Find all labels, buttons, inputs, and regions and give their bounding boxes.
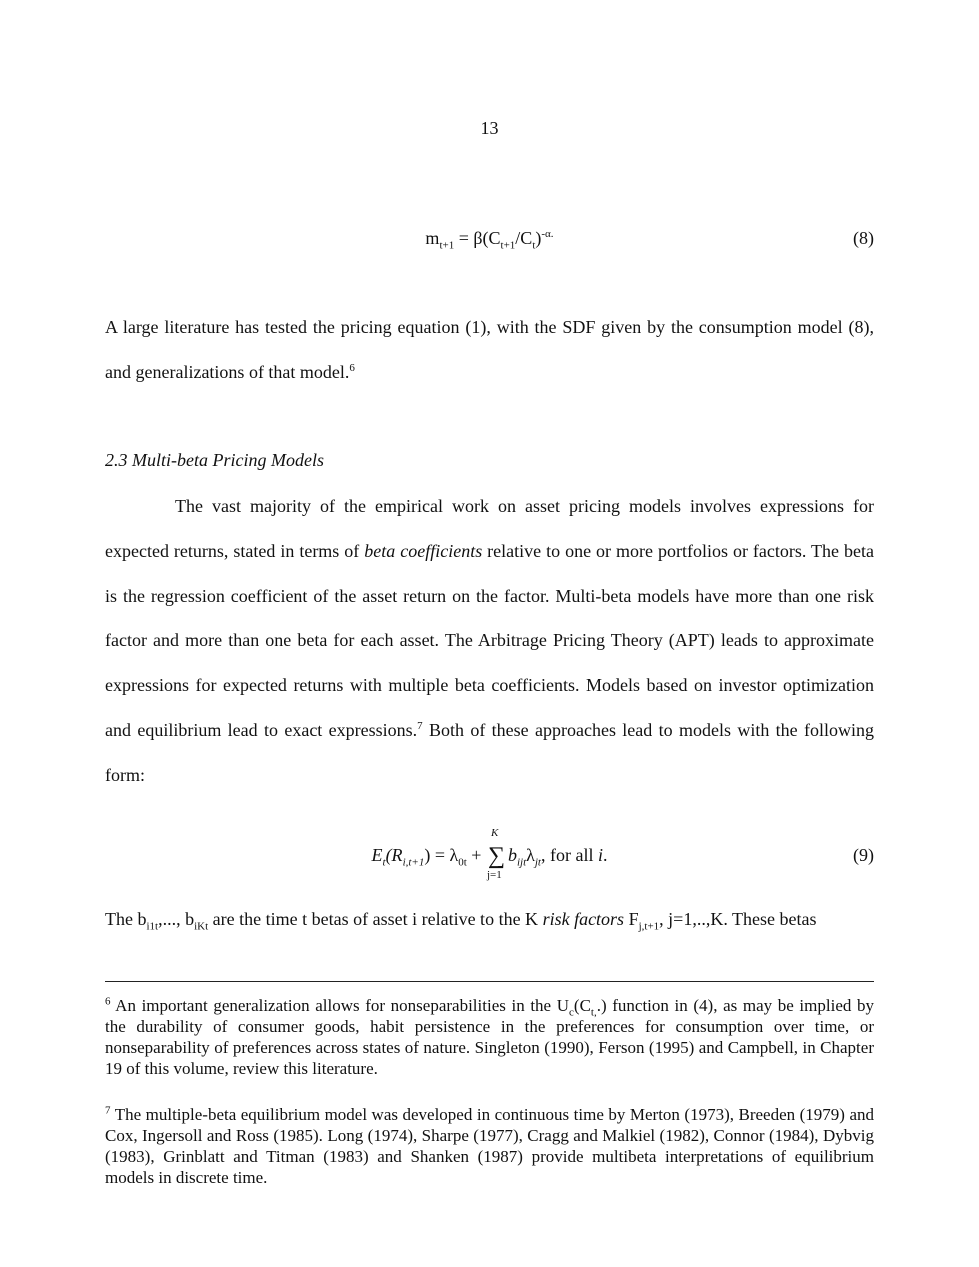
paragraph-consumption-model: A large literature has tested the pricing equation (1), with the SDF given by the consumption model (8), and generalizations of that model.$^6$ [105,317,874,382]
paragraph-betas: The $b_{i1t}$,..., $b_{iKt}$ are the time t betas of asset i relative to the K risk factors $F_{j,t+1}$, j=1,..,K. These betas [105,909,817,933]
equation-9-body: $E_t(R_{i,t+1}) = \lambda_{0t}$ + K ∑ j=1 $b_{ijt}\lambda_{jt}$, for all i. [371,826,608,881]
footnote-separator [105,981,874,982]
footnote-ref-6: 6 [349,361,355,374]
page-number: 13 [480,118,499,138]
equation-8-body: $m_{t+1} = \beta(C_{t+1}/C_t)^{-\alpha.}$ [425,228,554,252]
paragraph-multi-beta: The vast majority of the empirical work on asset pricing models involves expressions for expected returns, stated in terms of beta coefficients relative to one or more portfolios or factors. The beta is the regression coefficient of the asset return on the factor. Multi-beta models have more than one risk factor and more than one beta for each asset. The Arbitrage Pricing Theory (APT) leads to approximate expressions for expected returns with multiple beta coefficients. Models based on investor optimization and equilibrium lead to exact expressions.$^7$ Both of these approaches lead to models with the following form: [105,496,874,785]
summation-symbol: K ∑ j=1 [486,826,506,881]
equation-8-number: (8) [853,228,874,248]
footnote-6: $^6$ An important generalization allows for nonseparabilities in the $U_c(C_{t,}.)$ function in (4), as may be implied by the durability of consumer goods, habit persistence in the preferences for consumption over time, or nonseparability of preferences across states of nature. Singleton (1990), Ferson (1995) and Campbell, in Chapter 19 of this volume, review this literature. [105,995,874,1078]
equation-9-number: (9) [853,845,874,865]
footnote-7: $^7$ The multiple-beta equilibrium model was developed in continuous time by Merton (1973), Breeden (1979) and Cox, Ingersoll and Ross (1985). Long (1974), Sharpe (1977), Cragg and Malkiel (1982), Connor (1984), Dybvig (1983), Grinblatt and Titman (1983) and Shanken (1987) provide multibeta interpretations of equilibrium models in discrete time. [105,1104,874,1187]
section-heading: 2.3 Multi-beta Pricing Models [105,450,324,470]
footnote-ref-7: 7 [417,719,423,732]
